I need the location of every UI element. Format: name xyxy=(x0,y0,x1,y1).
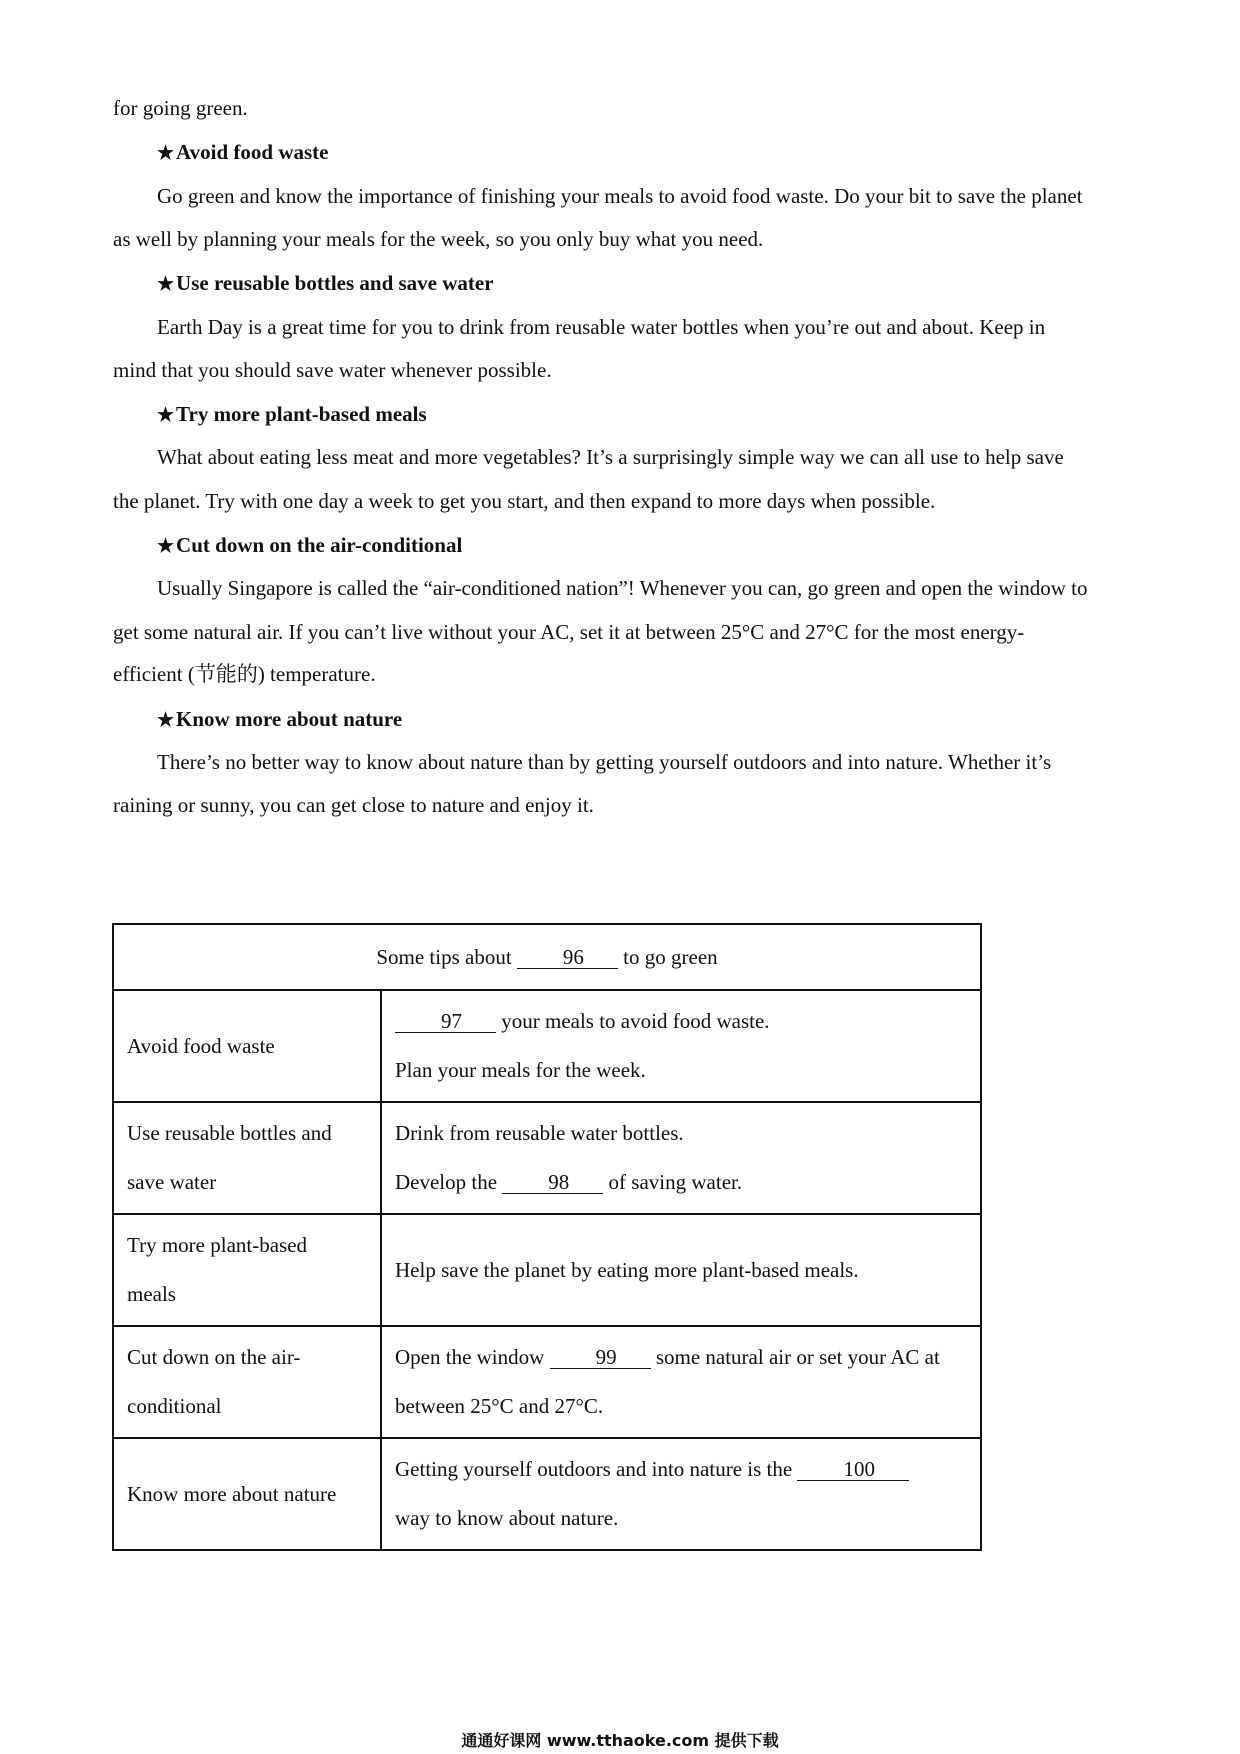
section-heading: ★Try more plant-based meals xyxy=(157,402,427,426)
paragraph-line: mind that you should save water whenever possible. xyxy=(113,358,552,382)
row-label: Cut down on the air- conditional xyxy=(113,1326,381,1438)
section-heading: ★Cut down on the air-conditional xyxy=(157,533,463,557)
row-content: Drink from reusable water bottles. Develop the 98 of saving water. xyxy=(381,1102,981,1214)
row-label: Know more about nature xyxy=(113,1438,381,1550)
table-row xyxy=(113,1102,981,1214)
answer-blank[interactable]: 96 xyxy=(517,946,618,969)
intro-tail: for going green. xyxy=(113,96,248,120)
paragraph-line: as well by planning your meals for the week, so you only buy what you need. xyxy=(113,227,764,251)
star-icon: ★ xyxy=(157,405,175,426)
summary-table xyxy=(112,923,982,1551)
row-content: 97 your meals to avoid food waste. Plan your meals for the week. xyxy=(381,990,981,1102)
star-icon: ★ xyxy=(157,274,175,295)
star-icon: ★ xyxy=(157,143,175,164)
paragraph-line: raining or sunny, you can get close to nature and enjoy it. xyxy=(113,793,594,817)
paragraph-line: What about eating less meat and more vegetables? It’s a surprisingly simple way we can all use to help save xyxy=(157,445,1064,469)
paragraph-line: Earth Day is a great time for you to drink from reusable water bottles when you’re out and about. Keep in xyxy=(157,315,1046,339)
row-label: Use reusable bottles and save water xyxy=(113,1102,381,1214)
section-heading: ★Know more about nature xyxy=(157,707,403,731)
star-icon: ★ xyxy=(157,710,175,731)
answer-blank[interactable]: 98 xyxy=(502,1171,603,1194)
section-heading: ★Use reusable bottles and save water xyxy=(157,271,494,295)
row-content: Help save the planet by eating more plant-based meals. xyxy=(381,1214,981,1326)
table-row xyxy=(113,1438,981,1550)
table-row xyxy=(113,990,981,1102)
answer-blank[interactable]: 99 xyxy=(550,1346,651,1369)
star-icon: ★ xyxy=(157,536,175,557)
table-row xyxy=(113,1214,981,1326)
answer-blank[interactable]: 97 xyxy=(395,1010,496,1033)
paragraph-line: efficient (节能的) temperature. xyxy=(113,662,376,686)
paragraph-line: Usually Singapore is called the “air-conditioned nation”! Whenever you can, go green and open the window to xyxy=(157,576,1088,600)
table-title: Some tips about 96 to go green xyxy=(113,924,981,990)
paragraph-line: get some natural air. If you can’t live without your AC, set it at between 25°C and 27°C for the most energy- xyxy=(113,620,1025,644)
row-content: Getting yourself outdoors and into nature is the 100 way to know about nature. xyxy=(381,1438,981,1550)
footer-source: 通通好课网 www.tthaoke.com 提供下载 xyxy=(461,1731,779,1750)
paragraph-line: the planet. Try with one day a week to get you start, and then expand to more days when possible. xyxy=(113,489,936,513)
row-label: Avoid food waste xyxy=(113,990,381,1102)
row-label: Try more plant-based meals xyxy=(113,1214,381,1326)
table-row xyxy=(113,1326,981,1438)
paragraph-line: There’s no better way to know about nature than by getting yourself outdoors and into nature. Whether it’s xyxy=(157,750,1052,774)
row-content: Open the window 99 some natural air or set your AC at between 25°C and 27°C. xyxy=(381,1326,981,1438)
section-heading: ★Avoid food waste xyxy=(157,140,329,164)
answer-blank[interactable]: 100 xyxy=(797,1458,909,1481)
paragraph-line: Go green and know the importance of finishing your meals to avoid food waste. Do your bit to save the planet xyxy=(157,184,1083,208)
